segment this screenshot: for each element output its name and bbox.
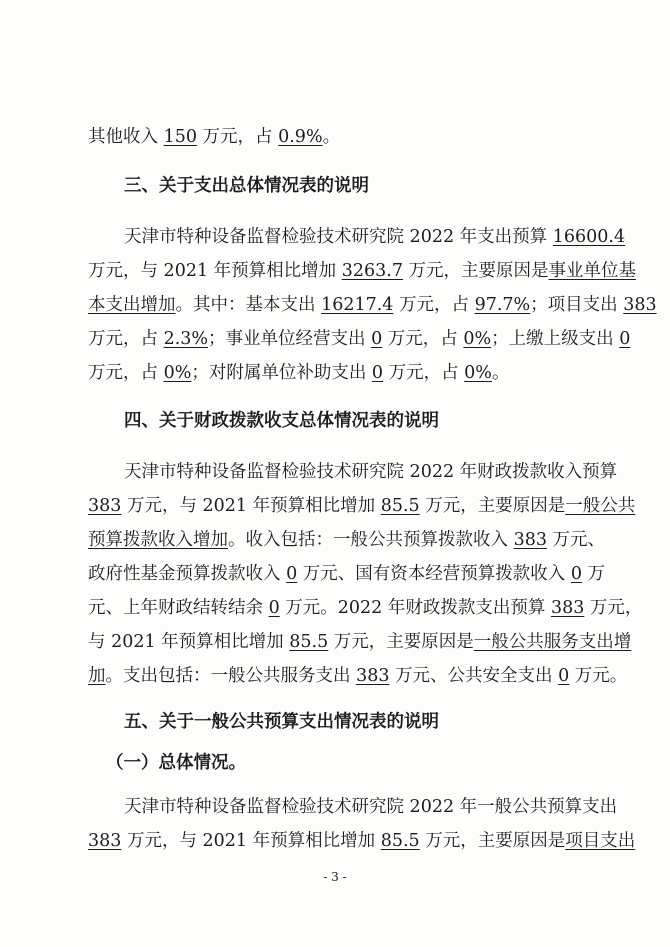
text: 。 [322, 127, 341, 147]
text: 万元、国有资本经营预算拨款收入 [297, 564, 571, 584]
text: 万 [581, 564, 606, 584]
paragraph-line [88, 328, 631, 350]
underlined-value: 0 [558, 666, 570, 686]
text: 万元，主要原因是 [419, 831, 566, 851]
underlined-value: 97.7% [474, 295, 531, 315]
subsection-heading: （一）总体情况。 [106, 753, 246, 773]
paragraph-line [88, 362, 588, 384]
underlined-value: 0% [163, 363, 192, 383]
paragraph-line [88, 830, 636, 852]
text: 万元，占 [382, 329, 464, 349]
text: 与 2021 年预算相比增加 [88, 632, 290, 652]
underlined-value: 事业单位基 [548, 261, 637, 281]
underlined-value: 0 [286, 564, 298, 584]
underlined-value: 0 [371, 363, 384, 383]
underlined-value: 0 [570, 564, 582, 584]
text: 万元，主要原因是 [419, 496, 566, 516]
section-heading-5: 五、关于一般公共预算支出情况表的说明 [124, 712, 439, 732]
text: 万元、 [546, 530, 606, 550]
underlined-value: 0% [463, 329, 492, 349]
text: 万元，占 [88, 329, 164, 349]
text: ；事业单位经营支出 [208, 329, 372, 349]
text: 天津市特种设备监督检验技术研究院 2022 年支出预算 [124, 227, 553, 247]
paragraph-line [88, 529, 606, 551]
paragraph-line [88, 597, 643, 619]
paragraph-line [88, 563, 606, 585]
text: 万元、公共安全支出 [389, 666, 559, 686]
underlined-value: 383 [88, 496, 122, 516]
paragraph-line [88, 294, 657, 316]
underlined-value: 3263.7 [341, 261, 403, 281]
text: ；项目支出 [530, 295, 624, 315]
text: 万元。 [569, 666, 628, 686]
page-number: - 3 - [323, 870, 347, 884]
paragraph-line [124, 226, 626, 248]
underlined-value: 预算拨款收入增加 [88, 530, 228, 550]
underlined-value: 16600.4 [552, 227, 626, 247]
text: 其他收入 [88, 127, 164, 147]
underlined-value: 0 [268, 598, 280, 618]
text: 万元，与 2021 年预算相比增加 [121, 831, 381, 851]
text: 万元，占 [383, 363, 465, 383]
text: 万元，主要原因是 [328, 632, 474, 652]
text: 万元。2022 年财政拨款支出预算 [279, 598, 551, 618]
text: ；上缴上级支出 [491, 329, 620, 349]
paragraph-line [88, 495, 636, 517]
text: 万元，占 [196, 127, 279, 147]
underlined-value: 383 [550, 598, 585, 618]
underlined-value: 本支出增加 [88, 295, 176, 315]
text: 天津市特种设备监督检验技术研究院 2022 年一般公共预算支出 [124, 797, 618, 817]
section-heading-3: 三、关于支出总体情况表的说明 [124, 176, 369, 196]
underlined-value: 加 [88, 666, 106, 686]
underlined-value: 一般公共服务支出增 [473, 632, 632, 652]
underlined-value: 383 [88, 831, 122, 851]
underlined-value: 项目支出 [565, 831, 636, 851]
paragraph-line [88, 126, 588, 148]
paragraph-line [88, 665, 628, 687]
text: 万元，主要原因是 [402, 261, 549, 281]
underlined-value: 一般公共 [565, 496, 636, 516]
text: 元、上年财政结转结余 [88, 598, 269, 618]
underlined-value: 0 [619, 329, 631, 349]
underlined-value: 85.5 [289, 632, 329, 652]
underlined-value: 16217.4 [321, 295, 394, 315]
underlined-value: 2.3% [163, 329, 209, 349]
underlined-value: 150 [163, 127, 197, 147]
text: 万元，与 2021 年预算相比增加 [121, 496, 381, 516]
underlined-value: 0 [371, 329, 383, 349]
text: 。 [491, 363, 510, 383]
text: 政府性基金预算拨款收入 [88, 564, 287, 584]
underlined-value: 85.5 [380, 496, 420, 516]
section-heading-4: 四、关于财政拨款收支总体情况表的说明 [124, 411, 439, 431]
paragraph-line [124, 461, 618, 483]
text: 天津市特种设备监督检验技术研究院 2022 年财政拨款收入预算 [124, 462, 618, 482]
text: 万元，占 [393, 295, 475, 315]
text: 。支出包括：一般公共服务支出 [105, 666, 357, 686]
underlined-value: 0% [464, 363, 492, 383]
underlined-value: 0.9% [278, 127, 323, 147]
text: 万元， [584, 598, 643, 618]
underlined-value: 383 [356, 666, 390, 686]
underlined-value: 383 [623, 295, 657, 315]
paragraph-line [88, 260, 637, 282]
paragraph-line [88, 631, 632, 653]
text: 。收入包括：一般公共预算拨款收入 [228, 530, 514, 550]
text: 万元，占 [88, 363, 164, 383]
paragraph-line [124, 796, 618, 818]
underlined-value: 85.5 [380, 831, 420, 851]
text: 万元，与 2021 年预算相比增加 [88, 261, 342, 281]
text: 。其中：基本支出 [175, 295, 322, 315]
text: ；对附属单位补助支出 [191, 363, 372, 383]
underlined-value: 383 [513, 530, 547, 550]
